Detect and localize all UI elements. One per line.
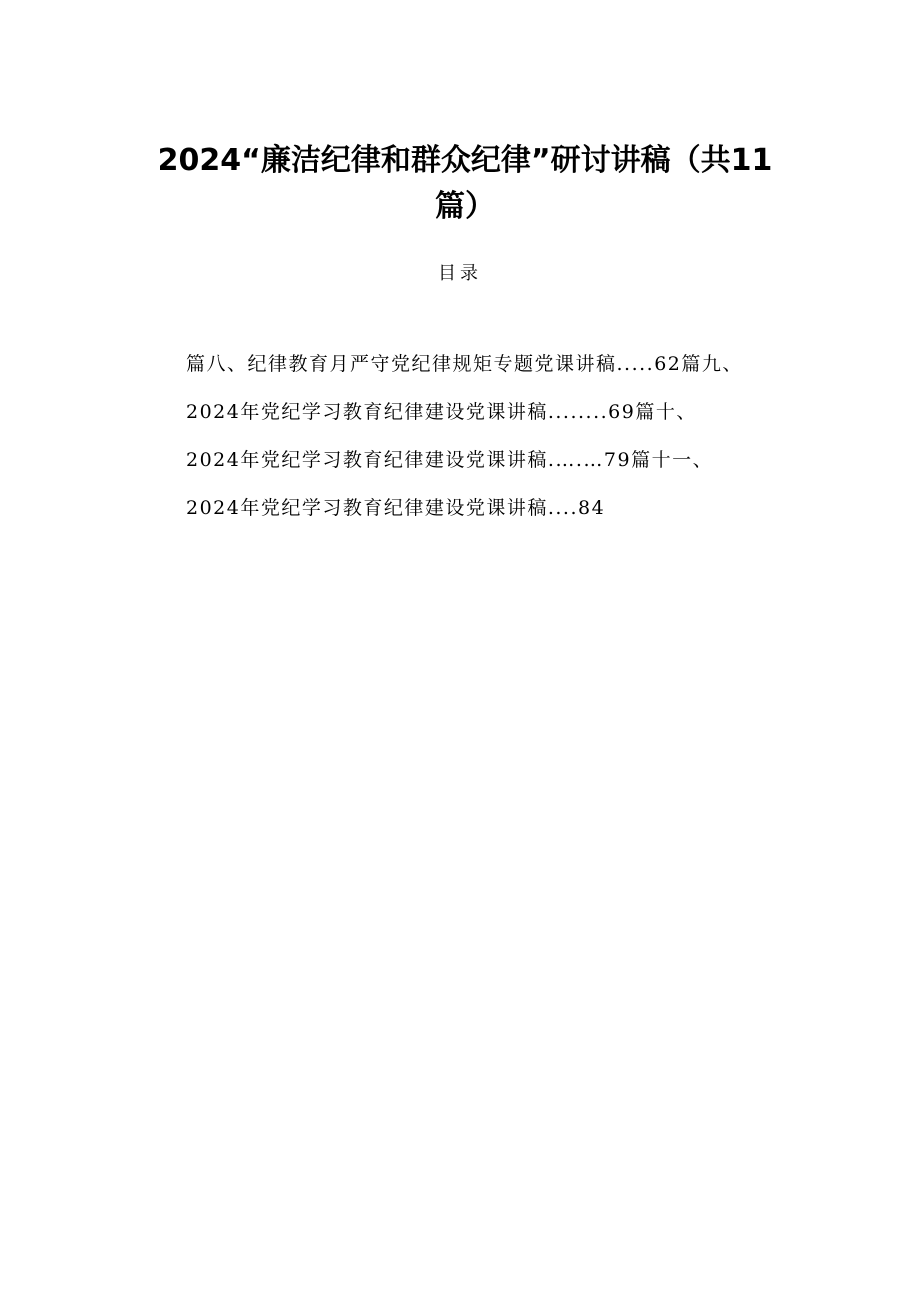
toc-line: 2024年党纪学习教育纪律建设党课讲稿.….…79篇十一、 [186, 449, 714, 471]
table-of-contents [186, 352, 826, 544]
toc-line: 2024年党纪学习教育纪律建设党课讲稿....84 [186, 497, 606, 519]
toc-heading: 目录 [438, 263, 482, 284]
toc-line: 篇八、纪律教育月严守党纪律规矩专题党课讲稿.....62篇九、 [186, 353, 743, 375]
document-title [130, 138, 800, 230]
document-title-line-1: 2024“廉洁纪律和群众纪律”研讨讲稿（共11 [157, 143, 773, 178]
document-title-line-2: 篇） [435, 189, 495, 224]
toc-line: 2024年党纪学习教育纪律建设党课讲稿........69篇十、 [186, 401, 697, 423]
